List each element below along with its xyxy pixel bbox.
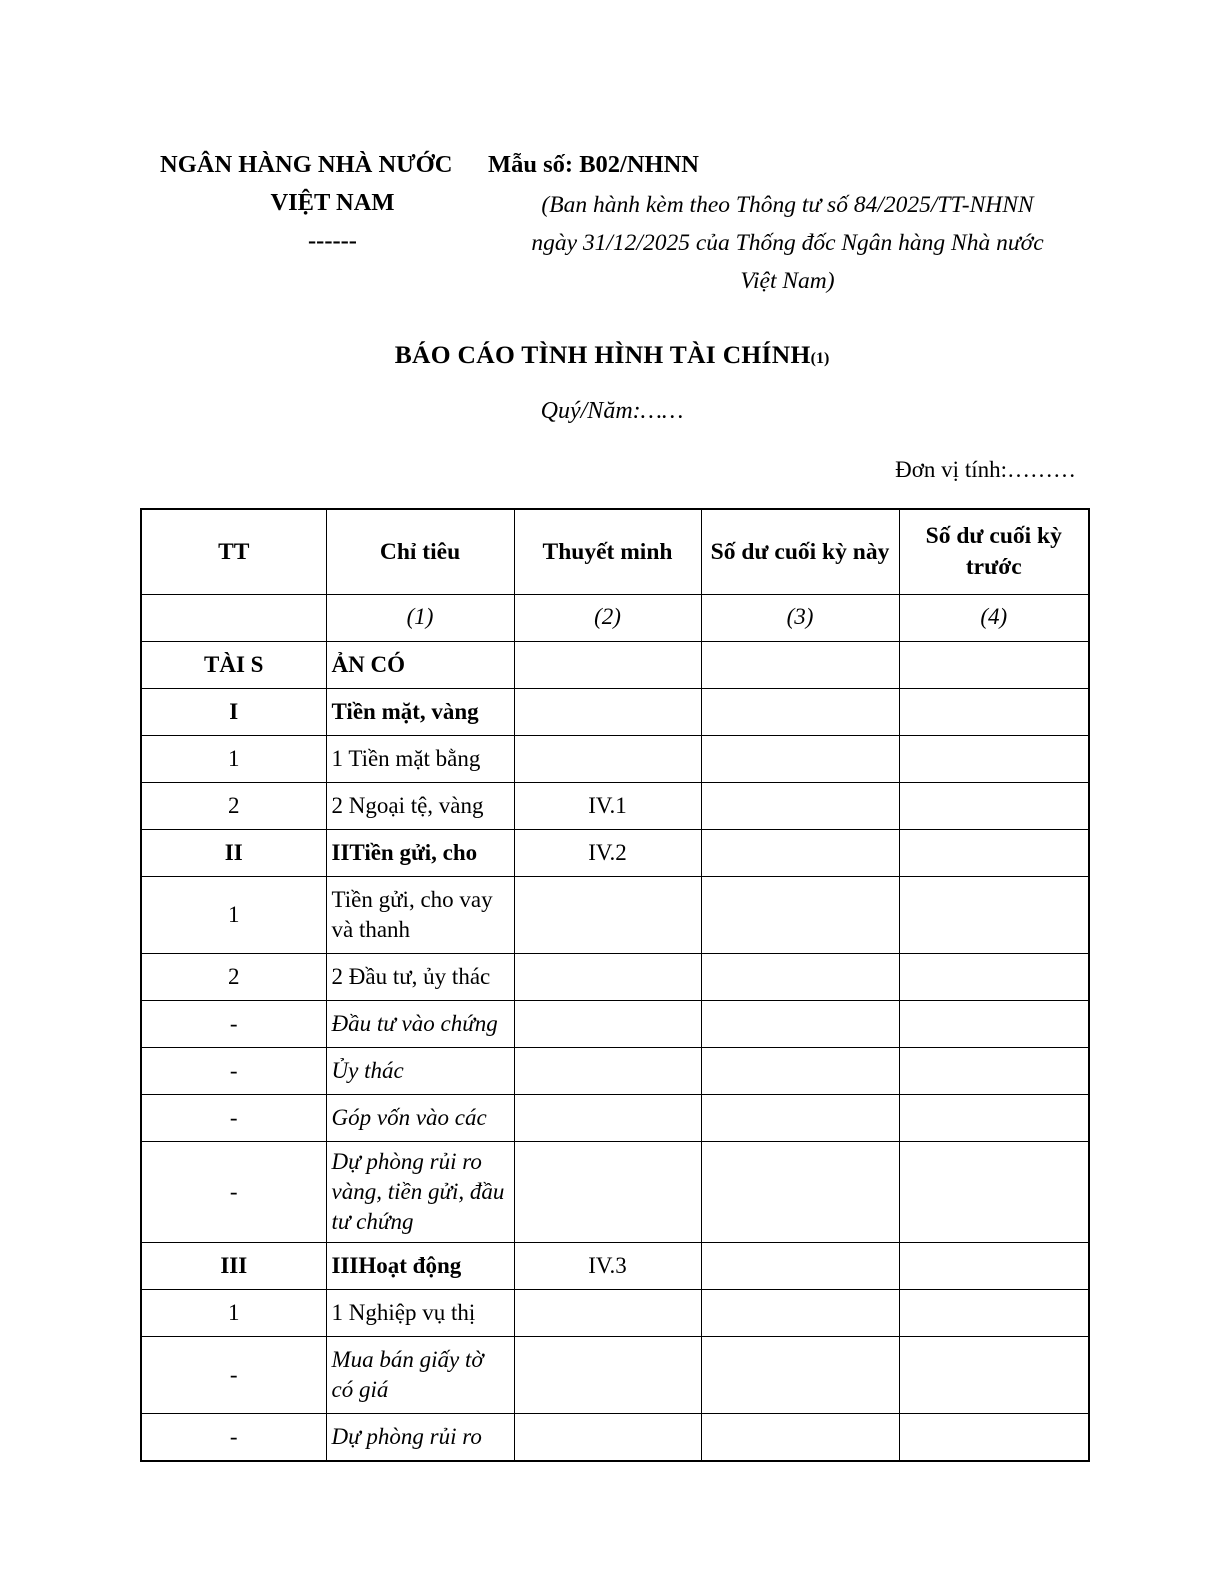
cell-balance-current[interactable] [701,1243,899,1290]
cell-balance-previous-text [900,708,1089,716]
cell-note-text [515,708,701,716]
cell-balance-current-text [702,1114,899,1122]
cell-tt [141,1414,326,1462]
cell-tt-text: - [229,1058,238,1083]
cell-balance-previous[interactable] [899,877,1089,954]
cell-balance-previous-text [900,1371,1089,1379]
cell-tt-text: II [224,840,243,865]
cell-indicator-text: Dự phòng rủi ro [331,1424,482,1449]
table-row [141,1095,1089,1142]
cell-indicator [326,783,514,830]
cell-indicator-text: Mua bán giấy tờ có giá [331,1347,484,1402]
col-header-tt: TT [141,509,326,595]
cell-balance-current-text [702,755,899,763]
cell-note-text [515,911,701,919]
cell-tt [141,954,326,1001]
cell-note-text: IV.3 [588,1253,627,1278]
table-row [141,877,1089,954]
cell-note-text [515,1188,701,1196]
cell-balance-previous[interactable] [899,1142,1089,1243]
cell-balance-current-text [702,708,899,716]
cell-note [514,1337,701,1414]
cell-indicator-text: IIIHoạt động [331,1253,462,1278]
cell-balance-previous[interactable] [899,1001,1089,1048]
cell-balance-current[interactable] [701,642,899,689]
cell-indicator [326,954,514,1001]
cell-tt [141,1243,326,1290]
cell-tt [141,642,326,689]
cell-indicator-text: Đầu tư vào chứng [331,1011,498,1036]
cell-note [514,642,701,689]
cell-tt-text: III [220,1253,248,1278]
table-row [141,1001,1089,1048]
cell-indicator-text: 1 Tiền mặt bằng [331,746,481,771]
table-body [141,642,1089,1462]
cell-balance-current[interactable] [701,877,899,954]
cell-balance-current-text [702,1020,899,1028]
cell-indicator [326,1290,514,1337]
form-number: Mẫu số: B02/NHNN [488,151,699,178]
cell-note-text: IV.1 [588,793,627,818]
colnum-indicator: (1) [326,595,514,642]
colnum-balance-previous: (4) [899,595,1089,642]
cell-note [514,1001,701,1048]
cell-balance-current-text [702,1262,899,1270]
table-header-row [141,509,1089,595]
cell-balance-previous[interactable] [899,736,1089,783]
cell-balance-current-text [702,1188,899,1196]
cell-indicator [326,1414,514,1462]
cell-note [514,1095,701,1142]
page-title [0,340,1224,370]
table-row [141,830,1089,877]
cell-note [514,689,701,736]
cell-tt-text: I [229,699,239,724]
cell-indicator-text: Dự phòng rủi ro vàng, tiền gửi, đầu tư chứng [331,1149,505,1234]
cell-indicator [326,1243,514,1290]
cell-indicator [326,642,514,689]
cell-indicator-text: 2 Đầu tư, ủy thác [331,964,491,989]
cell-note-text [515,755,701,763]
cell-indicator [326,689,514,736]
cell-tt [141,783,326,830]
cell-balance-current-text [702,661,899,669]
cell-balance-current-text [702,1371,899,1379]
cell-balance-current[interactable] [701,1414,899,1462]
cell-balance-current[interactable] [701,783,899,830]
cell-tt [141,689,326,736]
cell-balance-current[interactable] [701,954,899,1001]
cell-balance-previous[interactable] [899,783,1089,830]
table-row [141,1048,1089,1095]
cell-balance-current[interactable] [701,1001,899,1048]
cell-indicator-text: Tiền gửi, cho vay và thanh [331,887,493,942]
cell-balance-current[interactable] [701,1337,899,1414]
issuance-reference-line1: (Ban hành kèm theo Thông tư số 84/2025/TT-NHNN [541,192,1034,218]
cell-note-text [515,973,701,981]
col-header-balance-previous: Số dư cuối kỳ trước [899,509,1089,595]
cell-tt [141,1290,326,1337]
cell-tt [141,1001,326,1048]
cell-balance-previous-text [900,661,1089,669]
col-header-balance-current: Số dư cuối kỳ này [701,509,899,595]
cell-balance-previous-text [900,1309,1089,1317]
cell-indicator-text: ẢN CÓ [331,652,405,677]
cell-note [514,1414,701,1462]
cell-balance-previous-text [900,1433,1089,1441]
table-row [141,642,1089,689]
cell-note [514,954,701,1001]
page-title-text: BÁO CÁO TÌNH HÌNH TÀI CHÍNH [394,340,811,369]
cell-balance-current[interactable] [701,830,899,877]
cell-balance-current[interactable] [701,1048,899,1095]
cell-tt [141,736,326,783]
report-period: Quý/Năm:…… [540,398,684,424]
cell-balance-current-text [702,1433,899,1441]
cell-indicator [326,830,514,877]
financial-position-table [140,508,1090,1462]
cell-balance-previous[interactable] [899,1095,1089,1142]
cell-balance-current-text [702,1067,899,1075]
cell-indicator-text: Ủy thác [331,1058,404,1083]
cell-balance-previous-text [900,973,1089,981]
cell-tt-text: - [229,1011,238,1036]
cell-note-text [515,1020,701,1028]
table-row [141,1414,1089,1462]
cell-balance-previous[interactable] [899,642,1089,689]
cell-note [514,1048,701,1095]
issuing-authority-line1: NGÂN HÀNG NHÀ NƯỚC [160,151,453,178]
cell-tt-text: 2 [228,793,240,818]
cell-indicator-text: IITiền gửi, cho [331,840,478,865]
cell-tt-text: - [229,1105,238,1130]
cell-balance-current[interactable] [701,689,899,736]
cell-balance-previous-text [900,755,1089,763]
cell-note-text [515,1433,701,1441]
cell-note-text [515,1371,701,1379]
col-header-note: Thuyết minh [514,509,701,595]
cell-tt [141,1142,326,1243]
cell-indicator-text: 2 Ngoại tệ, vàng [331,793,484,818]
colnum-tt [141,595,326,642]
cell-tt-text: 1 [228,1300,240,1325]
cell-note-text [515,661,701,669]
cell-balance-previous[interactable] [899,1290,1089,1337]
table-row [141,689,1089,736]
table-row [141,954,1089,1001]
cell-balance-current-text [702,911,899,919]
cell-indicator-text: Tiền mặt, vàng [331,699,479,724]
cell-balance-previous-text [900,1067,1089,1075]
cell-indicator-text: Góp vốn vào các [331,1105,487,1130]
cell-indicator [326,1048,514,1095]
issuing-authority-line2: VIỆT NAM [270,189,395,216]
table-row [141,1337,1089,1414]
cell-balance-previous-text [900,1114,1089,1122]
cell-balance-previous[interactable] [899,689,1089,736]
cell-note [514,877,701,954]
cell-balance-previous-text [900,911,1089,919]
financial-table-container [140,508,1088,1462]
cell-tt-text: - [229,1179,238,1204]
table-row [141,783,1089,830]
colnum-balance-current: (3) [701,595,899,642]
cell-note-text [515,1309,701,1317]
cell-indicator [326,1001,514,1048]
cell-tt-text: - [229,1424,238,1449]
cell-balance-previous[interactable] [899,954,1089,1001]
cell-balance-previous-text [900,1188,1089,1196]
col-header-indicator: Chỉ tiêu [326,509,514,595]
cell-balance-previous[interactable] [899,1414,1089,1462]
cell-indicator-text: 1 Nghiệp vụ thị [331,1300,476,1325]
cell-tt [141,1095,326,1142]
cell-balance-current-text [702,973,899,981]
cell-note-text: IV.2 [588,840,627,865]
issuance-reference [495,186,1080,300]
cell-tt-text: - [229,1362,238,1387]
cell-indicator [326,736,514,783]
cell-indicator [326,1337,514,1414]
cell-balance-previous[interactable] [899,1243,1089,1290]
cell-tt [141,830,326,877]
table-row [141,1243,1089,1290]
cell-note [514,1243,701,1290]
table-column-number-row [141,595,1089,642]
cell-tt-text: TÀI S [204,652,264,677]
cell-indicator [326,1095,514,1142]
cell-indicator [326,1142,514,1243]
cell-note [514,783,701,830]
table-head [141,509,1089,642]
currency-unit-label: Đơn vị tính:……… [895,457,1076,482]
cell-indicator [326,877,514,954]
table-row [141,1142,1089,1243]
cell-tt [141,1337,326,1414]
cell-note [514,1290,701,1337]
cell-balance-current[interactable] [701,736,899,783]
cell-balance-current-text [702,802,899,810]
cell-tt [141,877,326,954]
cell-balance-previous-text [900,802,1089,810]
cell-tt-text: 1 [228,746,240,771]
cell-note-text [515,1114,701,1122]
cell-balance-current[interactable] [701,1095,899,1142]
cell-balance-previous-text [900,1262,1089,1270]
cell-balance-current[interactable] [701,1290,899,1337]
cell-balance-previous[interactable] [899,1048,1089,1095]
cell-note [514,736,701,783]
table-row [141,1290,1089,1337]
cell-tt-text: 2 [228,964,240,989]
cell-note [514,1142,701,1243]
colnum-note: (2) [514,595,701,642]
cell-balance-current[interactable] [701,1142,899,1243]
cell-balance-current-text [702,849,899,857]
cell-tt-text: 1 [228,902,240,927]
page-title-footnote: (1) [810,350,830,367]
masthead-divider-dashes: ------ [308,227,357,254]
table-row [141,736,1089,783]
cell-balance-previous[interactable] [899,830,1089,877]
cell-balance-previous-text [900,849,1089,857]
cell-balance-previous[interactable] [899,1337,1089,1414]
issuance-reference-line3: Việt Nam) [740,268,835,294]
cell-note-text [515,1067,701,1075]
cell-note [514,830,701,877]
cell-balance-current-text [702,1309,899,1317]
cell-balance-previous-text [900,1020,1089,1028]
issuance-reference-line2: ngày 31/12/2025 của Thống đốc Ngân hàng Nhà nước [531,230,1044,256]
cell-tt [141,1048,326,1095]
